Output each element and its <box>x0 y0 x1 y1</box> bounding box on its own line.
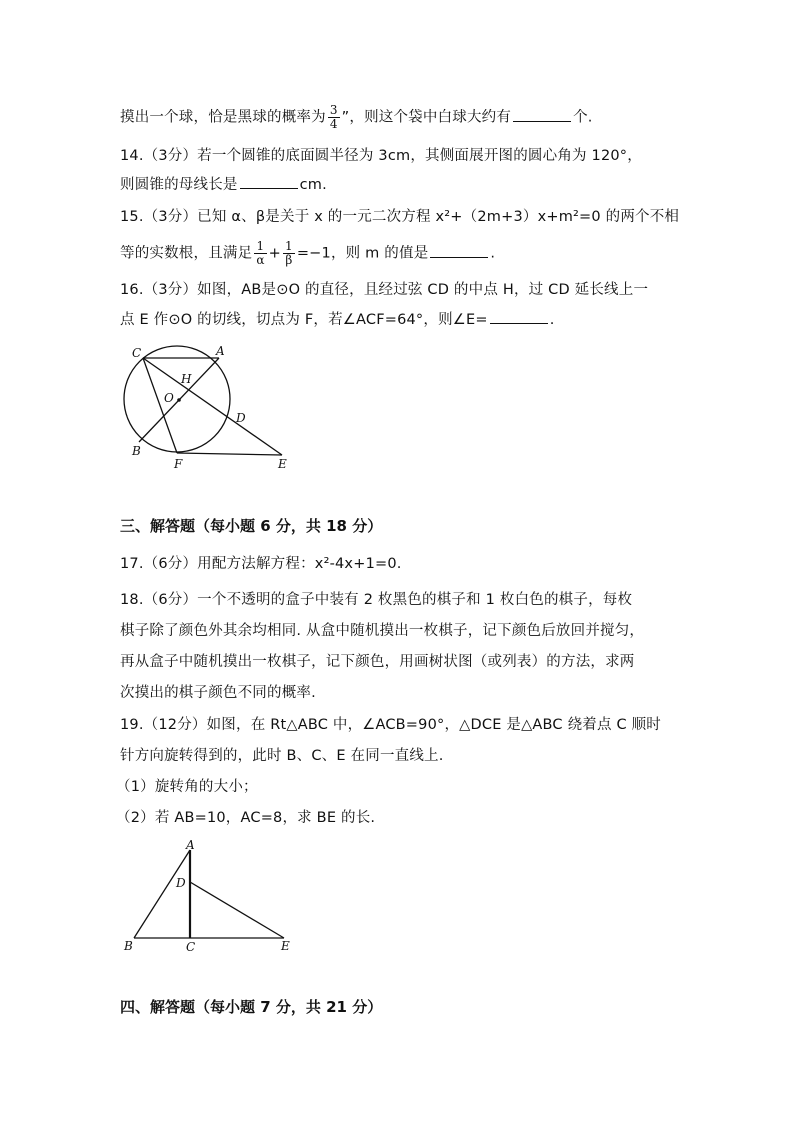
label-b: B <box>124 939 133 953</box>
tangent-fe <box>177 453 282 455</box>
q13-line <box>120 104 676 131</box>
q19-part2: （2）若 AB=10，AC=8，求 BE 的长. <box>116 810 376 826</box>
line-cf <box>143 358 177 453</box>
q15-fraction-beta: $\frac{1}{\beta}$ <box>284 239 293 267</box>
label-d: D <box>236 411 246 425</box>
q14-answer-blank[interactable] <box>240 174 298 189</box>
q18-line3: 再从盒子中随机摸出一枚棋子，记下颜色，用画树状图（或列表）的方法，求两 <box>120 654 635 670</box>
label-o: O <box>164 391 174 405</box>
q17-line: 17.（6分）用配方法解方程：x²-4x+1=0. <box>120 556 402 572</box>
circle-o <box>124 346 230 452</box>
segment-de <box>190 882 284 938</box>
segment-ab <box>134 850 190 938</box>
q14-line1: 14.（3分）若一个圆锥的底面圆半径为 3cm，其侧面展开图的圆心角为 120°， <box>120 148 642 164</box>
q15-fraction-alpha: $\frac{1}{\alpha}$ <box>256 239 265 267</box>
q16-line1: 16.（3分）如图，AB是⊙O 的直径，且经过弦 CD 的中点 H，过 CD 延长线上一 <box>120 282 649 298</box>
q16-text-a: 点 E 作⊙O 的切线，切点为 F，若∠ACF=64°，则∠E= <box>120 312 488 328</box>
q15-text-a: 等的实数根，且满足 <box>120 245 253 262</box>
q18-line2: 棋子除了颜色外其余均相同. 从盒中随机摸出一枚棋子，记下颜色后放回并搅匀， <box>120 623 645 639</box>
section3-heading: 三、解答题（每小题 6 分，共 18 分） <box>120 517 383 535</box>
q15-text-b: =−1，则 m 的值是 <box>296 245 429 262</box>
q15-line2 <box>120 240 676 267</box>
q19-part1: （1）旋转角的大小； <box>116 779 258 795</box>
q13-text-b: ”，则这个袋中白球大约有 <box>341 109 512 126</box>
label-c: C <box>132 346 142 360</box>
section4-heading: 四、解答题（每小题 7 分，共 21 分） <box>120 998 383 1016</box>
q18-line4: 次摸出的棋子颜色不同的概率. <box>120 685 316 701</box>
label-b: B <box>132 444 141 458</box>
q13-fraction: $\frac{3}{4}$ <box>329 103 338 131</box>
label-e: E <box>281 939 290 953</box>
q14-text-a: 则圆锥的母线长是 <box>120 177 238 193</box>
q19-line1: 19.（12分）如图，在 Rt△ABC 中，∠ACB=90°，△DCE 是△ABC 绕着点 C 顺时 <box>120 717 662 733</box>
q19-triangle-figure <box>120 838 300 958</box>
line-ce <box>143 358 282 455</box>
q15-line1: 15.（3分）已知 α、β是关于 x 的一元二次方程 x²+（2m+3）x+m²=0 的两个不相 <box>120 209 680 225</box>
q14-text-b: cm. <box>299 177 327 193</box>
q19-line2: 针方向旋转得到的，此时 B、C、E 在同一直线上. <box>120 748 444 764</box>
label-f: F <box>174 457 183 471</box>
q16-text-b: . <box>549 312 555 328</box>
center-dot <box>177 398 181 402</box>
q13-text-a: 摸出一个球，恰是黑球的概率为 <box>120 109 326 126</box>
label-e: E <box>278 457 287 471</box>
q16-circle-figure <box>118 340 308 475</box>
label-c: C <box>186 940 196 954</box>
q13-answer-blank[interactable] <box>513 107 571 122</box>
q15-answer-blank[interactable] <box>430 243 488 258</box>
label-a: A <box>186 838 195 852</box>
q16-line2 <box>120 309 676 331</box>
label-d: D <box>176 876 186 890</box>
label-h: H <box>181 372 192 386</box>
q14-line2 <box>120 174 676 196</box>
q15-plus: + <box>268 245 281 262</box>
q15-text-c: . <box>490 245 496 262</box>
q13-text-c: 个. <box>573 109 593 126</box>
q18-line1: 18.（6分）一个不透明的盒子中装有 2 枚黑色的棋子和 1 枚白色的棋子，每枚 <box>120 592 633 608</box>
q16-answer-blank[interactable] <box>490 309 548 324</box>
label-a: A <box>216 344 225 358</box>
